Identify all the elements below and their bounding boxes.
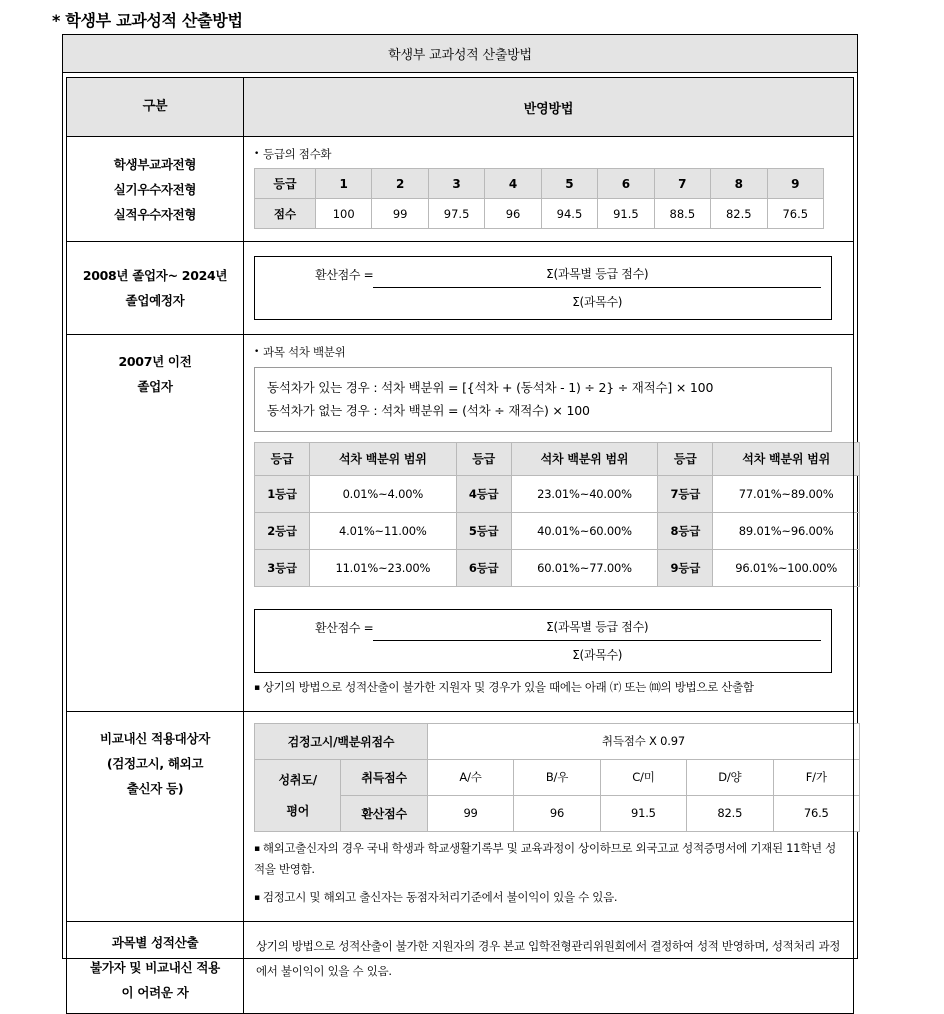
formula-numerator: Σ(과목별 등급 점수) — [373, 617, 821, 641]
pct-range-cell: 0.01%~4.00% — [310, 475, 457, 512]
grade-cell: 2 — [372, 169, 428, 199]
score-cell: 82.5 — [711, 199, 767, 229]
row2-content-cell — [244, 242, 854, 335]
row3-label-1: 졸업자 — [137, 379, 173, 395]
obtained-cell: A/수 — [427, 759, 513, 795]
grade-cell: 8 — [711, 169, 767, 199]
obtained-label-cell: 취득점수 — [341, 759, 427, 795]
row3-note: ▪ 상기의 방법으로 성적산출이 불가한 지원자 및 경우가 있을 때에는 아래 ⒭ 또는 ⒨의 방법으로 산출함 — [254, 677, 845, 699]
pct-range-cell: 11.01%~23.00% — [310, 549, 457, 586]
row1-content-cell — [244, 137, 854, 242]
percentile-range-table — [254, 442, 860, 587]
grade-cell: 5 — [541, 169, 597, 199]
pct-grade-cell: 1등급 — [255, 475, 310, 512]
row5-paragraph: 상기의 방법으로 성적산출이 불가한 지원자의 경우 본교 입학전형관리위원회에서 결정하여 성적 반영하며, 성적처리 과정에서 불이익이 있을 수 있음. — [256, 939, 841, 979]
converted-cell: 96 — [514, 795, 600, 831]
score-cell: 99 — [372, 199, 428, 229]
pct-grade-cell: 7등급 — [658, 475, 713, 512]
formula-lhs: 환산점수 = — [315, 268, 374, 283]
row4-label-2: 출신자 등) — [126, 780, 184, 796]
score-cell: 96 — [485, 199, 541, 229]
pct-grade-cell: 3등급 — [255, 549, 310, 586]
pct-grade-cell: 8등급 — [658, 512, 713, 549]
table-title-text: 학생부 교과성적 산출방법 — [388, 48, 532, 63]
header-category: 구분 — [67, 78, 244, 137]
converted-label-cell: 환산점수 — [341, 795, 427, 831]
row3-content-cell — [244, 335, 854, 711]
row3-label-0: 2007년 이전 — [118, 354, 192, 370]
percentile-row — [255, 549, 860, 586]
pct-range-cell: 4.01%~11.00% — [310, 512, 457, 549]
row5-label-0: 과목별 성적산출 — [111, 935, 199, 951]
header-method: 반영방법 — [244, 78, 854, 137]
obtained-cell: F/가 — [773, 759, 859, 795]
percentile-row — [255, 512, 860, 549]
row2-label-cell — [67, 242, 244, 335]
percentile-row — [255, 475, 860, 512]
formula-fraction — [373, 617, 821, 664]
percentile-formula-line: 동석차가 없는 경우 : 석차 백분위 = (석차 ÷ 재적수) × 100 — [267, 402, 590, 418]
achievement-label-line2: 평어 — [286, 804, 310, 819]
row4-label-1: (검정고시, 해외고 — [106, 755, 204, 771]
score-row-label: 점수 — [255, 199, 316, 229]
comparative-converted-row — [255, 795, 860, 831]
row1-label-2: 실적우수자전형 — [113, 206, 197, 222]
row1-label-0: 학생부교과전형 — [113, 156, 197, 172]
comparative-obtained-row — [255, 759, 860, 795]
row3-label-cell — [67, 335, 244, 711]
grade-score-table — [254, 168, 824, 229]
row3-bullet: • 과목 석차 백분위 — [254, 344, 845, 361]
main-table — [66, 77, 854, 1014]
obtained-cell: C/미 — [600, 759, 686, 795]
ged-value-cell: 취득점수 X 0.97 — [427, 723, 859, 759]
row1-label-cell — [67, 137, 244, 242]
score-row — [255, 199, 824, 229]
grade-row-label: 등급 — [255, 169, 316, 199]
comparative-ged-row — [255, 723, 860, 759]
conversion-formula-box-2 — [254, 609, 832, 673]
row4-label-0: 비교내신 적용대상자 — [99, 730, 211, 746]
pct-header-cell: 등급 — [658, 442, 713, 475]
row4-label-cell — [67, 711, 244, 922]
grade-cell: 3 — [428, 169, 484, 199]
achievement-label-line1: 성취도/ — [278, 773, 317, 788]
table-row — [67, 137, 854, 242]
grade-cell: 1 — [316, 169, 372, 199]
percentile-formula-box — [254, 367, 832, 432]
row1-label-1: 실기우수자전형 — [113, 181, 197, 197]
table-title-bar — [63, 35, 857, 73]
pct-range-cell: 89.01%~96.00% — [713, 512, 860, 549]
page-title: * 학생부 교과성적 산출방법 — [52, 11, 243, 30]
pct-range-cell: 60.01%~77.00% — [511, 549, 658, 586]
score-cell: 91.5 — [598, 199, 654, 229]
row4-note-0: ▪ 해외고출신자의 경우 국내 학생과 학교생활기록부 및 교육과정이 상이하므로 외국고교 성적증명서에 기재된 11학년 성적을 반영함. — [254, 838, 845, 882]
score-cell: 88.5 — [654, 199, 710, 229]
main-table-frame — [62, 34, 858, 1001]
formula-denominator: Σ(과목수) — [572, 647, 623, 662]
table-row — [67, 711, 854, 922]
pct-header-cell: 등급 — [456, 442, 511, 475]
pct-range-cell: 77.01%~89.00% — [713, 475, 860, 512]
grade-cell: 7 — [654, 169, 710, 199]
table-row — [67, 922, 854, 1014]
row2-label-1: 졸업예정자 — [125, 293, 185, 309]
pct-header-cell: 석차 백분위 범위 — [511, 442, 658, 475]
row2-label-0: 2008년 졸업자~ 2024년 — [82, 268, 228, 284]
table-body-wrap — [63, 73, 857, 1001]
percentile-header-row — [255, 442, 860, 475]
obtained-cell: B/우 — [514, 759, 600, 795]
pct-range-cell: 23.01%~40.00% — [511, 475, 658, 512]
pct-grade-cell: 5등급 — [456, 512, 511, 549]
row5-label-2: 이 어려운 자 — [121, 985, 189, 1001]
conversion-formula-box — [254, 256, 832, 320]
score-cell: 76.5 — [767, 199, 824, 229]
formula-lhs: 환산점수 = — [315, 620, 374, 635]
table-header-row — [67, 78, 854, 137]
row4-content-cell — [244, 711, 854, 922]
pct-grade-cell: 4등급 — [456, 475, 511, 512]
pct-grade-cell: 9등급 — [658, 549, 713, 586]
pct-range-cell: 40.01%~60.00% — [511, 512, 658, 549]
pct-header-cell: 석차 백분위 범위 — [713, 442, 860, 475]
pct-grade-cell: 2등급 — [255, 512, 310, 549]
comparative-grade-table — [254, 723, 860, 832]
pct-header-cell: 등급 — [255, 442, 310, 475]
formula-denominator: Σ(과목수) — [572, 295, 623, 310]
grade-header-row — [255, 169, 824, 199]
row5-label-1: 불가자 및 비교내신 적용 — [90, 960, 220, 976]
converted-cell: 76.5 — [773, 795, 859, 831]
converted-cell: 91.5 — [600, 795, 686, 831]
grade-cell: 4 — [485, 169, 541, 199]
achievement-label-cell — [255, 759, 341, 831]
table-row — [67, 335, 854, 711]
formula-fraction — [373, 264, 821, 311]
score-cell: 94.5 — [541, 199, 597, 229]
grade-cell: 9 — [767, 169, 824, 199]
formula-numerator: Σ(과목별 등급 점수) — [373, 264, 821, 288]
percentile-formula-line: 동석차가 있는 경우 : 석차 백분위 = [{석차 + (동석차 - 1) ÷ 2} ÷ 재적수] × 100 — [267, 379, 714, 395]
row5-label-cell — [67, 922, 244, 1014]
obtained-cell: D/양 — [687, 759, 773, 795]
pct-header-cell: 석차 백분위 범위 — [310, 442, 457, 475]
row1-bullet: • 등급의 점수화 — [254, 146, 845, 163]
grade-cell: 6 — [598, 169, 654, 199]
score-cell: 97.5 — [428, 199, 484, 229]
converted-cell: 99 — [427, 795, 513, 831]
pct-grade-cell: 6등급 — [456, 549, 511, 586]
converted-cell: 82.5 — [687, 795, 773, 831]
table-row — [67, 242, 854, 335]
score-cell: 100 — [316, 199, 372, 229]
pct-range-cell: 96.01%~100.00% — [713, 549, 860, 586]
ged-label-cell: 검정고시/백분위점수 — [255, 723, 428, 759]
row4-note-1: ▪ 검정고시 및 해외고 출신자는 동점자처리기준에서 불이익이 있을 수 있음. — [254, 887, 845, 909]
row5-content-cell — [244, 922, 854, 1014]
